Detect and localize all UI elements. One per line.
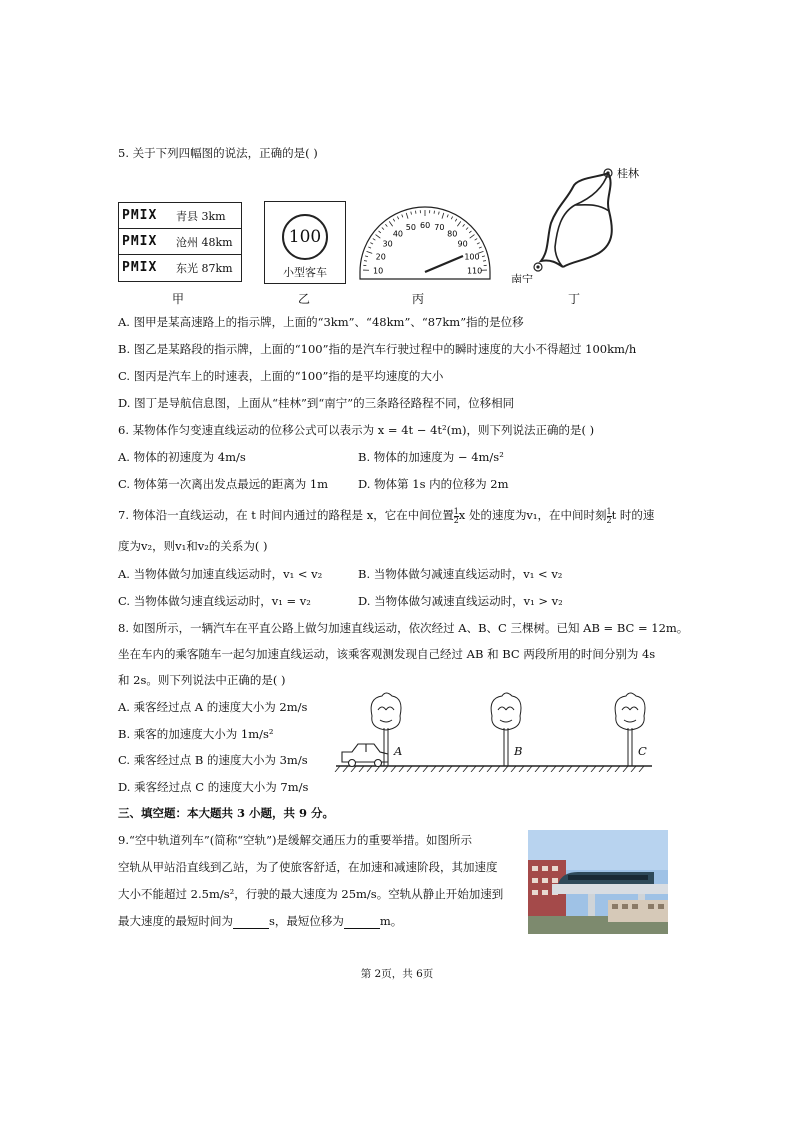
speedo-tick-label: 100 xyxy=(464,252,480,262)
sign-text: 沧州 48km xyxy=(176,235,233,249)
sign-logo: PMIX xyxy=(122,234,158,249)
speedo-tick xyxy=(482,256,485,257)
q9-text: s，最短位移为 xyxy=(269,914,344,928)
speedo-tick xyxy=(439,212,440,215)
caption-bing: 丙 xyxy=(412,292,425,306)
q7-stem xyxy=(118,507,654,525)
limit-circle: 100 xyxy=(282,214,328,260)
sign-row xyxy=(119,255,241,280)
speedo-tick xyxy=(365,256,368,257)
q6-option-a: A. 物体的初速度为 4m/s xyxy=(118,450,246,464)
highway-sign-figure xyxy=(118,202,242,282)
frac-den: 2 xyxy=(453,515,459,525)
q5-option-c: C. 图丙是汽车上的时速表，上面的“100”指的是平均速度的大小 xyxy=(118,369,444,383)
speedo-tick xyxy=(379,231,381,233)
speedo-tick xyxy=(457,221,460,226)
q7-option-d: D. 当物体做匀减速直线运动时，v₁ > v₂ xyxy=(358,594,563,608)
speedo-tick xyxy=(389,221,392,226)
q5-stem: 5. 关于下列四幅图的说法，正确的是( ) xyxy=(118,146,318,160)
tree-label-b: B xyxy=(514,744,523,758)
sign-logo: PMIX xyxy=(122,260,158,275)
speedo-tick-label: 60 xyxy=(420,221,431,230)
page-footer: 第 2页，共 6页 xyxy=(360,968,434,980)
q8-stem-line3: 和 2s。则下列说法中正确的是( ) xyxy=(118,673,286,687)
map-label-bottom: 南宁 xyxy=(511,273,533,283)
caption-ding: 丁 xyxy=(568,292,581,306)
speed-limit-sign xyxy=(264,201,346,284)
q8-option-a: A. 乘客经过点 A 的速度大小为 2m/s xyxy=(118,700,308,714)
q9-line2: 空轨从甲站沿直线到乙站，为了使旅客舒适，在加速和减速阶段，其加速度 xyxy=(118,860,498,874)
q5-option-a: A. 图甲是某高速路上的指示牌，上面的“3km”、“48km”、“87km”指的是位移 xyxy=(118,315,524,329)
speedo-tick-label: 40 xyxy=(392,229,404,239)
speedo-tick xyxy=(463,224,465,226)
speedo-tick-label: 20 xyxy=(375,252,386,262)
speedo-tick xyxy=(411,212,412,215)
q9-text: m。 xyxy=(379,914,403,928)
caption-jia: 甲 xyxy=(172,292,185,306)
route-map-figure xyxy=(505,163,655,283)
q6-option-c: C. 物体第一次离出发点最远的距离为 1m xyxy=(118,477,329,491)
q9-line1: 9.“空中轨道列车”(简称“空轨”)是缓解交通压力的重要举措。如图所示 xyxy=(118,833,472,847)
sign-text: 东光 87km xyxy=(176,261,233,275)
frac-num: 1 xyxy=(606,506,612,516)
tree-label-c: C xyxy=(638,744,647,758)
q6-option-b: B. 物体的加速度为 − 4m/s² xyxy=(358,450,504,464)
speedo-tick xyxy=(373,239,376,241)
speedo-tick-label: 80 xyxy=(447,229,458,239)
speedo-tick xyxy=(470,235,475,239)
speedo-tick xyxy=(370,243,373,244)
q8-stem-line2: 坐在车内的乘客随车一起匀加速直线运动，该乘客观测发现自己经过 AB 和 BC 两段所用的时间分别为 4s xyxy=(118,647,656,661)
speedo-tick xyxy=(397,216,398,219)
speedo-tick xyxy=(479,247,482,248)
car-icon xyxy=(342,744,388,767)
answer-blank-time[interactable] xyxy=(233,916,269,929)
speedo-tick xyxy=(447,215,448,218)
speedo-tick-label: 90 xyxy=(457,239,468,249)
speedo-tick xyxy=(451,216,452,219)
q8-option-b: B. 乘客的加速度大小为 1m/s² xyxy=(118,727,274,741)
speedo-tick-label: 50 xyxy=(405,223,416,233)
q9-line4 xyxy=(118,913,402,929)
q7-stem-part: 7. 物体沿一直线运动，在 t 时间内通过的路程是 x，它在中间位置 xyxy=(118,508,454,522)
q7-stem-part: t 时的速 xyxy=(611,508,655,522)
q7-stem-part: x 处的速度为v₁，在中间时刻 xyxy=(458,508,607,522)
speedo-tick-label: 110 xyxy=(466,266,483,276)
q5-option-d: D. 图丁是导航信息图，上面从“桂林”到“南宁”的三条路径路程不同，位移相同 xyxy=(118,396,515,410)
speedometer-figure xyxy=(356,202,494,282)
q8-option-c: C. 乘客经过点 B 的速度大小为 3m/s xyxy=(118,753,308,767)
sign-row xyxy=(119,203,241,229)
speedo-tick xyxy=(483,261,486,262)
q9-line3: 大小不能超过 2.5m/s²，行驶的最大速度为 25m/s。空轨从静止开始加速到 xyxy=(118,887,504,901)
answer-blank-displacement[interactable] xyxy=(344,916,380,929)
speedo-tick xyxy=(477,243,480,244)
speedo-tick-label: 10 xyxy=(373,266,384,276)
frac-num: 1 xyxy=(453,506,459,516)
q7-option-b: B. 当物体做匀减速直线运动时，v₁ < v₂ xyxy=(358,567,563,581)
speedo-tick xyxy=(368,247,371,248)
q7-option-a: A. 当物体做匀加速直线运动时，v₁ < v₂ xyxy=(118,567,323,581)
q9-text: 最大速度的最短时间为 xyxy=(118,914,233,928)
speedo-tick xyxy=(442,213,444,219)
q6-option-d: D. 物体第 1s 内的位移为 2m xyxy=(358,477,509,491)
speedo-tick-label: 70 xyxy=(434,223,445,233)
speedo-tick xyxy=(376,235,381,239)
q5-option-b: B. 图乙是某路段的指示牌，上面的“100”指的是汽车行驶过程中的瞬时速度的大小不得超过 100km/h xyxy=(118,342,637,356)
caption-yi: 乙 xyxy=(298,292,311,306)
sign-row xyxy=(119,229,241,255)
section-heading: 三、填空题：本大题共 3 小题，共 9 分。 xyxy=(118,806,335,820)
q7-option-c: C. 当物体做匀速直线运动时，v₁ = v₂ xyxy=(118,594,311,608)
speedo-tick xyxy=(455,219,457,222)
q8-option-d: D. 乘客经过点 C 的速度大小为 7m/s xyxy=(118,780,309,794)
q8-stem-line1: 8. 如图所示，一辆汽车在平直公路上做匀加速直线运动，依次经过 A、B、C 三棵树。已知 AB = BC = 12m。 xyxy=(118,621,689,635)
sky-train-photo xyxy=(528,830,668,934)
speedo-tick xyxy=(406,213,408,219)
speedo-tick xyxy=(382,227,384,229)
speedo-tick xyxy=(393,219,395,222)
speedo-tick xyxy=(385,224,387,226)
speedo-tick xyxy=(466,227,468,229)
speedo-tick-label: 30 xyxy=(382,239,393,249)
speedo-tick xyxy=(364,261,367,262)
q6-stem: 6. 某物体作匀变速直线运动的位移公式可以表示为 x = 4t − 4t²(m)，则下列说法正确的是( ) xyxy=(118,423,595,437)
speedo-tick xyxy=(402,215,403,218)
map-label-top: 桂林 xyxy=(617,167,639,180)
speedo-tick xyxy=(469,231,471,233)
sign-text: 青县 3km xyxy=(176,209,226,223)
tree-label-a: A xyxy=(394,744,403,758)
sign-logo: PMIX xyxy=(122,208,158,223)
speedo-tick xyxy=(475,239,478,241)
speedo-tick xyxy=(367,251,373,253)
road-trees-figure xyxy=(334,688,654,772)
limit-caption: 小型客车 xyxy=(283,266,327,279)
frac-den: 2 xyxy=(606,515,612,525)
q7-stem-line2: 度为v₂，则v₁和v₂的关系为( ) xyxy=(118,539,268,553)
